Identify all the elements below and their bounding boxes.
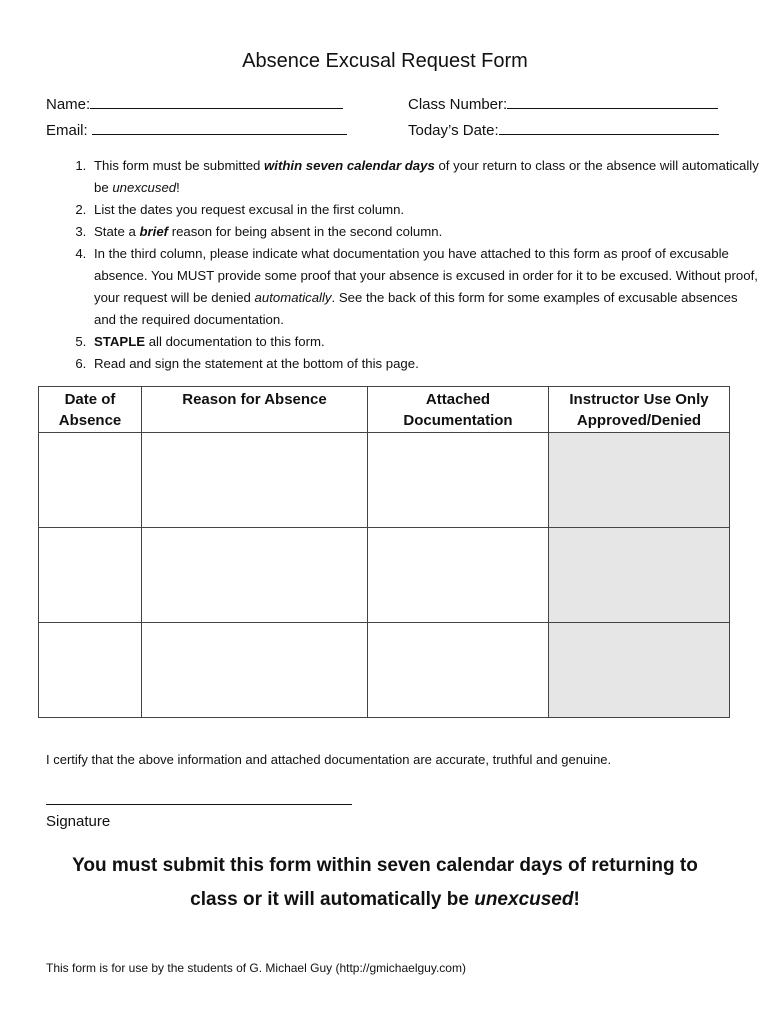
instruction-item: 6. Read and sign the statement at the bottom of this page.: [90, 353, 760, 375]
table-row: [39, 433, 730, 528]
date-cell[interactable]: [39, 433, 142, 528]
table-header-row: [39, 387, 730, 433]
todays-date-field[interactable]: [408, 120, 719, 139]
table-row: [39, 623, 730, 718]
signature-line[interactable]: [46, 804, 352, 805]
documentation-cell[interactable]: [368, 623, 549, 718]
submission-notice: You must submit this form within seven calendar days of returning to class or it will automatically be unexcused!: [72, 855, 698, 910]
footer-note: This form is for use by the students of G. Michael Guy (http://gmichaelguy.com): [46, 961, 466, 975]
instruction-item: 1. This form must be submitted within seven calendar days of your return to class or the absence will automatically be unexcused!: [90, 155, 760, 199]
date-cell[interactable]: [39, 528, 142, 623]
name-field[interactable]: [46, 94, 343, 113]
email-input-line[interactable]: [92, 120, 347, 135]
instructor-cell: [549, 623, 730, 718]
reason-cell[interactable]: [142, 528, 368, 623]
certification-statement: I certify that the above information and attached documentation are accurate, truthful and genuine.: [46, 752, 612, 767]
documentation-cell[interactable]: [368, 433, 549, 528]
signature-label: Signature: [46, 813, 111, 830]
table-row: [39, 528, 730, 623]
reason-cell[interactable]: [142, 623, 368, 718]
class-number-label: Class Number:: [408, 96, 508, 113]
documentation-cell[interactable]: [368, 528, 549, 623]
header-attached-documentation: Attached Documentation: [368, 387, 549, 433]
reason-cell[interactable]: [142, 433, 368, 528]
todays-date-label: Today’s Date:: [408, 122, 499, 139]
date-cell[interactable]: [39, 623, 142, 718]
class-number-input-line[interactable]: [507, 94, 718, 109]
absence-table: [38, 386, 730, 718]
form-title: Absence Excusal Request Form: [242, 50, 528, 72]
instruction-item: 5. STAPLE all documentation to this form.: [90, 331, 760, 353]
email-field[interactable]: [46, 120, 347, 139]
class-number-field[interactable]: [408, 94, 718, 113]
instructions-list: [60, 155, 760, 375]
header-date-of-absence: Date of Absence: [39, 387, 142, 433]
instruction-item: 4. In the third column, please indicate what documentation you have attached to this form as proof of excusable absence. You MUST provide some proof that your absence is excused in order for it to be excused. Without proof, your request will be denied automatically. See the back of this form for some examples of excusable absences and the required documentation.: [90, 243, 760, 331]
instruction-item: 3. State a brief reason for being absent in the second column.: [90, 221, 760, 243]
email-label: Email:: [46, 122, 88, 139]
todays-date-input-line[interactable]: [499, 120, 719, 135]
name-input-line[interactable]: [90, 94, 343, 109]
instruction-item: 2. List the dates you request excusal in the first column.: [90, 199, 760, 221]
instructor-cell: [549, 528, 730, 623]
header-reason-for-absence: Reason for Absence: [142, 387, 368, 433]
instructor-cell: [549, 433, 730, 528]
name-label: Name:: [46, 96, 91, 113]
header-instructor-use-only: Instructor Use Only Approved/Denied: [549, 387, 730, 433]
